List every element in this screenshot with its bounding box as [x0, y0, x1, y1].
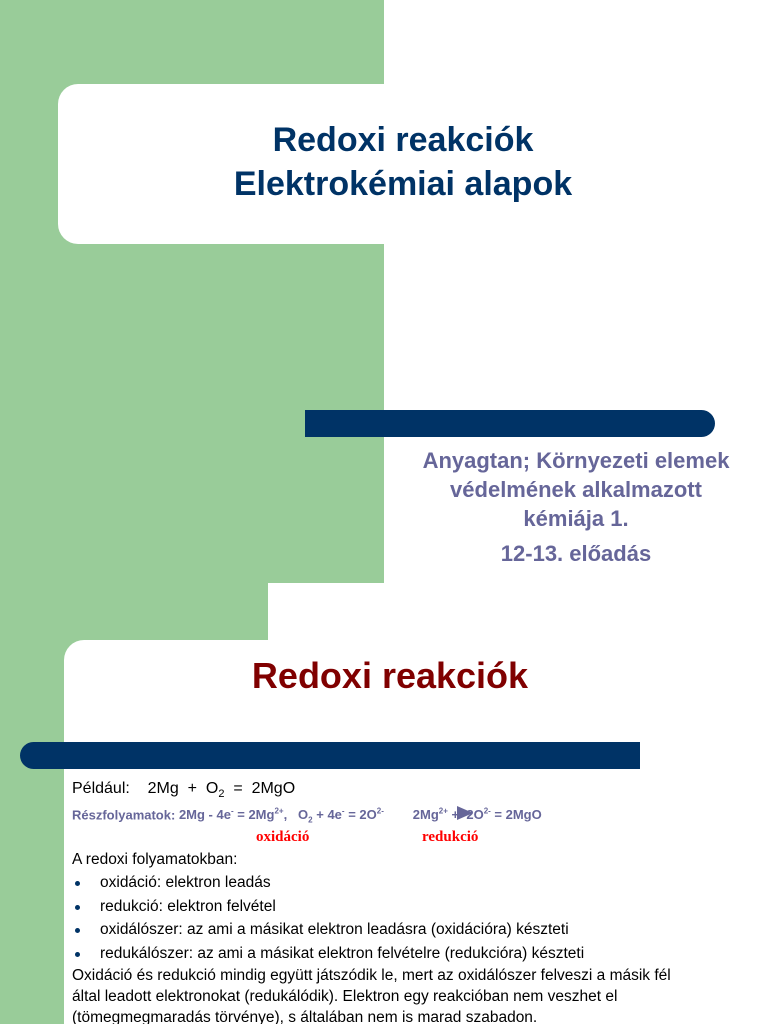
equation-right: = 2MgO: [224, 780, 296, 797]
list-item: [72, 871, 672, 895]
bullet-icon: [75, 952, 80, 957]
title-line-2: Elektrokémiai alapok: [233, 165, 573, 203]
list-item-text: redukció: elektron felvétel: [100, 897, 276, 915]
reduction-equation: [298, 807, 384, 825]
title-line-1: Redoxi reakciók: [272, 121, 534, 159]
red-eq-sup2: 2-: [376, 807, 384, 816]
bullet-icon: [75, 905, 80, 910]
bullet-icon: [75, 881, 80, 886]
equation-subscript: 2: [218, 788, 225, 800]
explanation-paragraph: Oxidáció és redukció mindig együtt játszódik le, mert az oxidálószer felveszi a másik fél által leadott elektronokat (redukálódik). Elektron egy reakcióban nem veszhet el (tömegmegmaradás törvénye), s általában nem is marad szabadon.: [72, 967, 671, 1024]
list-item: [72, 942, 672, 966]
partial-reactions: [72, 801, 672, 823]
partial-label: Részfolyamatok:: [72, 807, 176, 823]
reaction-labels: [72, 823, 672, 849]
arrow-right-icon: [457, 806, 473, 820]
list-item: [72, 895, 672, 919]
slide-1-title: [60, 118, 746, 206]
equation-left: 2Mg + O: [147, 780, 219, 797]
example-equation: [72, 777, 672, 801]
list-item-text: redukálószer: az ami a másikat elektron felvételre (redukcióra) készteti: [100, 944, 585, 962]
ox-eq-part: 2Mg - 4e: [178, 807, 231, 823]
navy-divider-bar: [305, 410, 715, 437]
red-eq-sub: 2: [308, 815, 313, 825]
ox-eq-sup2: 2+: [274, 807, 284, 816]
navy-divider-bar: [20, 742, 640, 769]
red-eq-mid: + 4e: [312, 807, 342, 823]
slide-2-title: Redoxi reakciók: [251, 655, 529, 696]
slide-2-content: [72, 777, 672, 1024]
ox-eq-tail: ,: [283, 807, 288, 823]
reduction-label: redukció: [422, 829, 479, 845]
net-eq-tail: = 2MgO: [490, 807, 542, 823]
ox-eq-sup: -: [230, 807, 234, 816]
net-eq-sup2: 2-: [483, 807, 491, 816]
red-eq-sup: -: [341, 807, 345, 816]
subtitle-line-4: 12-13. előadás: [500, 541, 652, 566]
slide-1-subtitle: [384, 446, 768, 568]
red-eq-part: O: [298, 807, 309, 823]
net-eq-sup: 2+: [438, 807, 448, 816]
list-item: [72, 918, 672, 942]
intro-text: A redoxi folyamatokban:: [72, 851, 238, 868]
list-item-text: oxidáció: elektron leadás: [100, 874, 271, 891]
definition-list: [72, 871, 672, 965]
ox-eq-mid: = 2Mg: [233, 807, 275, 823]
net-eq-part: 2Mg: [412, 807, 439, 823]
example-label: Például:: [72, 780, 130, 797]
net-equation: [413, 807, 542, 822]
subtitle-line-3: kémiája 1.: [523, 506, 629, 531]
oxidation-equation: [179, 807, 287, 822]
red-eq-mid2: = 2O: [344, 807, 377, 823]
subtitle-line-2: védelmének alkalmazott: [450, 477, 702, 502]
subtitle-line-1: Anyagtan; Környezeti elemek: [422, 448, 730, 473]
bullet-icon: [75, 928, 80, 933]
oxidation-label: oxidáció: [256, 829, 310, 845]
list-item-text: oxidálószer: az ami a másikat elektron leadásra (oxidációra) készteti: [100, 921, 569, 938]
net-eq-mid: + 2O: [447, 807, 484, 823]
slide-2: [0, 583, 768, 1024]
